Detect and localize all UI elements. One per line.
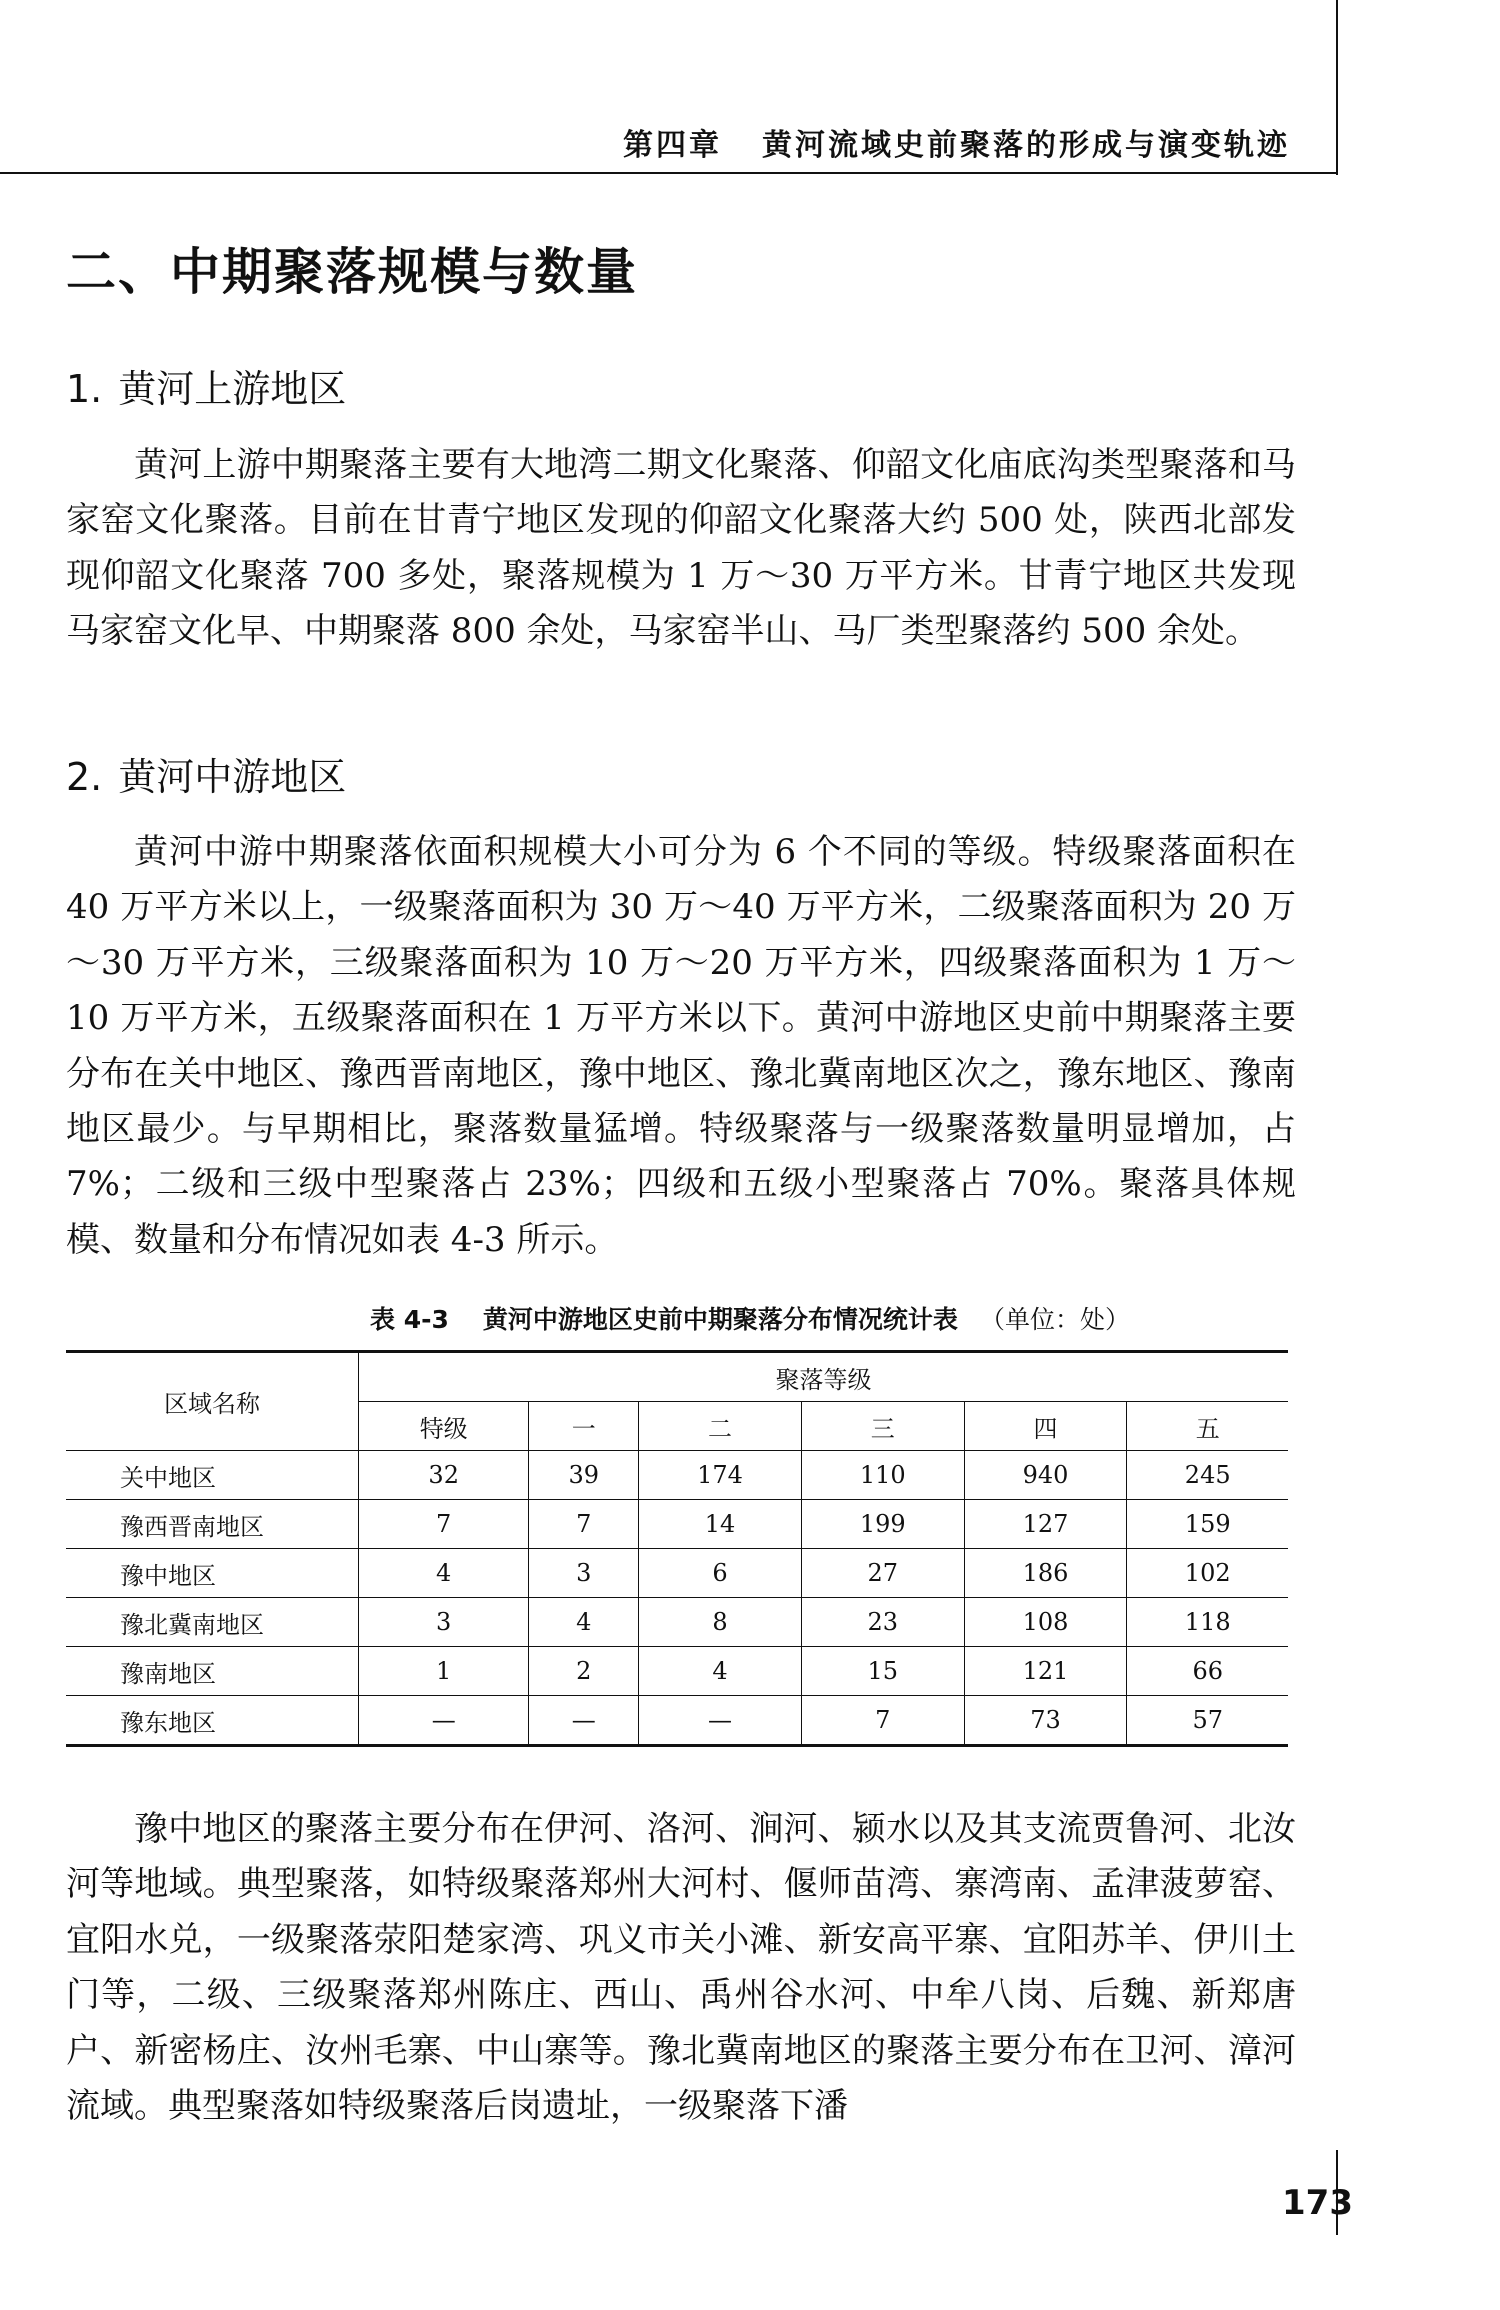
count-cell: 110	[801, 1451, 964, 1500]
count-cell: 66	[1127, 1647, 1288, 1696]
table-row	[66, 1549, 1288, 1598]
count-cell: 3	[529, 1549, 639, 1598]
level-header: 一	[529, 1402, 639, 1451]
region-cell: 豫南地区	[66, 1647, 359, 1696]
count-cell: 32	[359, 1451, 529, 1500]
table-row	[66, 1598, 1288, 1647]
count-cell: 245	[1127, 1451, 1288, 1500]
count-cell: 7	[801, 1696, 964, 1746]
subheading-text: 黄河中游地区	[118, 755, 347, 799]
region-cell: 关中地区	[66, 1451, 359, 1500]
settlement-table	[66, 1350, 1288, 1747]
region-cell: 豫西晋南地区	[66, 1500, 359, 1549]
level-header: 五	[1127, 1402, 1288, 1451]
count-cell: 8	[639, 1598, 802, 1647]
level-group-header: 聚落等级	[359, 1352, 1289, 1402]
count-cell: 6	[639, 1549, 802, 1598]
count-cell: —	[529, 1696, 639, 1746]
subheading-upper-reaches	[66, 358, 346, 413]
subheading-middle-reaches	[66, 746, 346, 801]
table-title: 黄河中游地区史前中期聚落分布情况统计表	[482, 1305, 958, 1334]
count-cell: 7	[359, 1500, 529, 1549]
section-title: 二、中期聚落规模与数量	[66, 243, 638, 301]
count-cell: 73	[964, 1696, 1127, 1746]
count-cell: 174	[639, 1451, 802, 1500]
count-cell: 4	[529, 1598, 639, 1647]
count-cell: 4	[359, 1549, 529, 1598]
count-cell: 14	[639, 1500, 802, 1549]
count-cell: 7	[529, 1500, 639, 1549]
subheading-text: 黄河上游地区	[118, 367, 347, 411]
count-cell: 127	[964, 1500, 1127, 1549]
chapter-label: 第四章	[623, 128, 722, 163]
count-cell: 940	[964, 1451, 1127, 1500]
count-cell: 121	[964, 1647, 1127, 1696]
running-header	[623, 120, 1290, 164]
paragraph-middle-reaches: 黄河中游中期聚落依面积规模大小可分为 6 个不同的等级。特级聚落面积在 40 万平方米以上，一级聚落面积为 30 万～40 万平方米，二级聚落面积为 20 万～30 万平方米，三级聚落面积为 10 万～20 万平方米，四级聚落面积为 1 万～10 万平方米，五级聚落面积在 1 万平方米以下。黄河中游地区史前中期聚落主要分布在关中地区、豫西晋南地区，豫中地区、豫北冀南地区次之，豫东地区、豫南地区最少。与早期相比，聚落数量猛增。特级聚落与一级聚落数量明显增加，占 7%；二级和三级中型聚落占 23%；四级和五级小型聚落占 70%。聚落具体规模、数量和分布情况如表 4-3 所示。	[66, 832, 1296, 1260]
region-cell: 豫中地区	[66, 1549, 359, 1598]
region-column-header: 区域名称	[66, 1352, 359, 1451]
level-header: 二	[639, 1402, 802, 1451]
table-row	[66, 1451, 1288, 1500]
count-cell: 118	[1127, 1598, 1288, 1647]
count-cell: 199	[801, 1500, 964, 1549]
count-cell: —	[639, 1696, 802, 1746]
subheading-number: 2.	[66, 755, 103, 799]
table-caption	[0, 1300, 1500, 1336]
region-cell: 豫北冀南地区	[66, 1598, 359, 1647]
margin-rule-top	[1336, 0, 1338, 175]
header-rule	[0, 172, 1336, 174]
count-cell: 2	[529, 1647, 639, 1696]
paragraph-upper-reaches: 黄河上游中期聚落主要有大地湾二期文化聚落、仰韶文化庙底沟类型聚落和马家窑文化聚落。目前在甘青宁地区发现的仰韶文化聚落大约 500 处，陕西北部发现仰韶文化聚落 700 多处，聚落规模为 1 万～30 万平方米。甘青宁地区共发现马家窑文化早、中期聚落 800 余处，马家窑半山、马厂类型聚落约 500 余处。	[66, 445, 1296, 652]
table-unit: （单位：处）	[979, 1305, 1130, 1334]
table-row	[66, 1647, 1288, 1696]
region-cell: 豫东地区	[66, 1696, 359, 1746]
count-cell: 159	[1127, 1500, 1288, 1549]
count-cell: 1	[359, 1647, 529, 1696]
count-cell: 57	[1127, 1696, 1288, 1746]
count-cell: —	[359, 1696, 529, 1746]
count-cell: 39	[529, 1451, 639, 1500]
paragraph-after-table: 豫中地区的聚落主要分布在伊河、洛河、涧河、颍水以及其支流贾鲁河、北汝河等地域。典型聚落，如特级聚落郑州大河村、偃师苗湾、寨湾南、孟津菠萝窑、宜阳水兑，一级聚落荥阳楚家湾、巩义市关小滩、新安高平寨、宜阳苏羊、伊川土门等，二级、三级聚落郑州陈庄、西山、禹州谷水河、中牟八岗、后魏、新郑唐户、新密杨庄、汝州毛寨、中山寨等。豫北冀南地区的聚落主要分布在卫河、漳河流域。典型聚落如特级聚落后岗遗址，一级聚落下潘	[66, 1809, 1296, 2127]
table-row	[66, 1500, 1288, 1549]
table-number: 表 4-3	[370, 1305, 449, 1334]
level-header: 特级	[359, 1402, 529, 1451]
level-header: 四	[964, 1402, 1127, 1451]
count-cell: 108	[964, 1598, 1127, 1647]
count-cell: 3	[359, 1598, 529, 1647]
count-cell: 23	[801, 1598, 964, 1647]
subheading-number: 1.	[66, 367, 103, 411]
count-cell: 102	[1127, 1549, 1288, 1598]
page-number: 173	[1282, 2183, 1353, 2223]
level-header: 三	[801, 1402, 964, 1451]
count-cell: 27	[801, 1549, 964, 1598]
table-row	[66, 1696, 1288, 1746]
count-cell: 15	[801, 1647, 964, 1696]
count-cell: 186	[964, 1549, 1127, 1598]
chapter-title: 黄河流域史前聚落的形成与演变轨迹	[762, 128, 1290, 163]
count-cell: 4	[639, 1647, 802, 1696]
